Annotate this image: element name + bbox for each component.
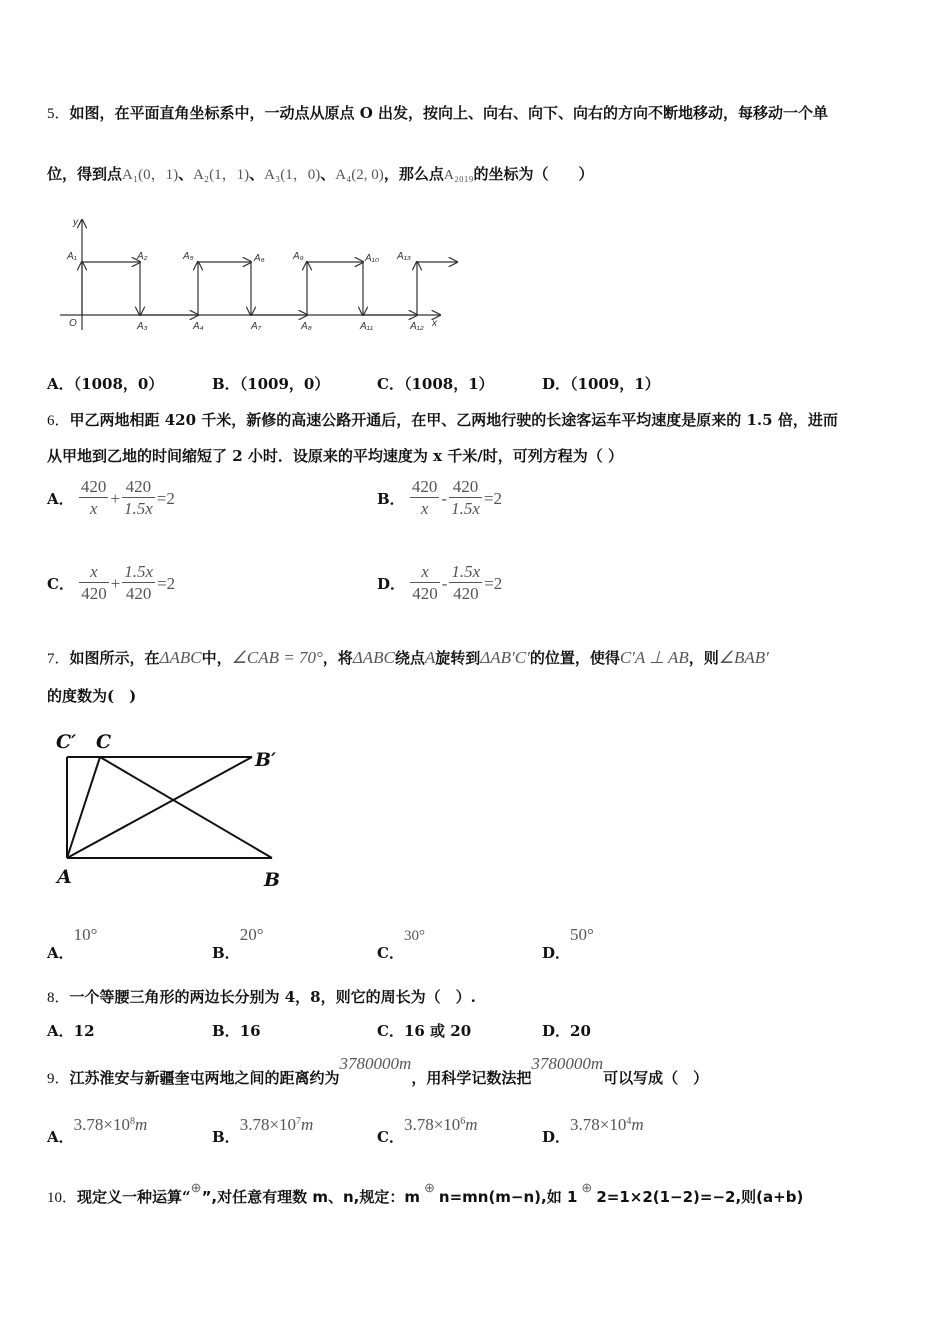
q6-d-den1: 420: [412, 584, 438, 603]
q9-option-d-exp: 4: [626, 1116, 632, 1127]
q5-label-A7: A₇: [251, 321, 262, 332]
q7-m2: ∠CAB = 70°: [231, 648, 323, 667]
q5-text-pre: 位，得到点: [47, 165, 123, 183]
q7-text-line2: 的度数为( ): [47, 687, 137, 705]
q7-m3: ΔABC: [352, 648, 395, 667]
q5-label-A1: A₁: [67, 251, 77, 262]
q5-option-a-text: （1008，0）: [73, 375, 164, 393]
q6-c-rhs: =2: [157, 573, 176, 593]
q7-label-a: A: [57, 866, 72, 888]
q7-option-a-letter: A．: [47, 944, 74, 962]
q6-option-d-letter: D．: [377, 575, 406, 593]
q10-number: 10．: [47, 1190, 78, 1206]
q5-x-label: x: [432, 318, 437, 329]
q6-a-frac2: [122, 477, 155, 520]
q6-d-frac1: [410, 562, 440, 605]
q6-option-d[interactable]: [377, 562, 504, 605]
q7-label-b: B: [264, 869, 281, 891]
q7-option-c[interactable]: [377, 924, 425, 960]
q6-b-den1: x: [420, 499, 429, 518]
q8-option-b[interactable]: [212, 1020, 261, 1041]
q6-line2: [47, 445, 623, 466]
q5-sep-2: 、: [249, 165, 265, 183]
q5-point-2: A₂(1，1): [193, 167, 250, 183]
q7-t2: 中，: [201, 649, 232, 667]
q7-option-d-letter: D．: [542, 944, 571, 962]
q6-d-num2: 1.5x: [451, 562, 481, 581]
q7-label-c-prime: C′: [56, 731, 77, 753]
q5-figure: [55, 215, 475, 340]
q5-label-A9: A₉: [293, 251, 304, 262]
q5-option-d-text: （1009，1）: [570, 375, 660, 393]
q9-option-d-letter: D．: [542, 1128, 571, 1146]
q9-option-d-unit: m: [631, 1115, 644, 1134]
q6-option-c-letter: C．: [47, 575, 74, 593]
q10-operator-symbol-3: ⊕: [581, 1180, 593, 1195]
q5-label-A12: A₁₂: [410, 321, 424, 332]
q6-b-num2: 420: [449, 477, 482, 498]
q5-line2: [47, 163, 593, 184]
q5-point-3: A₃(1，0): [264, 167, 321, 183]
q10-line1: [47, 1176, 803, 1210]
q6-option-a[interactable]: [47, 477, 177, 520]
q5-option-a[interactable]: [47, 373, 163, 394]
q5-point-1: A₁(0，1): [122, 167, 179, 183]
q5-sep-3: 、: [320, 165, 336, 183]
q9-option-a-base: 3.78×10: [73, 1115, 130, 1134]
q7-option-b-letter: B．: [212, 944, 240, 962]
q8-option-c-text: 16 或 20: [403, 1022, 472, 1040]
q5-text-post: 的坐标为（ ）: [473, 165, 594, 183]
q9-t2: ，用科学记数法把: [411, 1069, 532, 1087]
q8-option-c-letter: C．: [377, 1022, 404, 1040]
q8-option-b-text: 16: [239, 1022, 261, 1040]
q7-label-b-prime: B′: [255, 749, 277, 771]
q6-a-rhs: =2: [156, 488, 175, 508]
q8-text: 一个等腰三角形的两边长分别为 4，8，则它的周长为（ ）.: [69, 988, 476, 1006]
q7-option-b-text: 20°: [239, 925, 264, 944]
q7-m6: C′A ⊥ AB: [619, 648, 689, 667]
q6-c-frac2: [122, 562, 155, 605]
q7-line1: [47, 647, 769, 668]
q8-option-a[interactable]: [47, 1020, 95, 1041]
q5-option-d[interactable]: [542, 373, 660, 394]
q9-t1: 江苏淮安与新疆奎屯两地之间的距离约为: [69, 1069, 340, 1087]
q9-option-c[interactable]: [377, 1114, 478, 1146]
q5-option-c-text: （1008，1）: [403, 375, 494, 393]
q6-c-frac1: [79, 562, 109, 605]
q6-option-a-letter: A．: [47, 490, 74, 508]
q5-option-c-letter: C．: [377, 375, 404, 393]
q5-text-line1: 如图，在平面直角坐标系中，一动点从原点 O 出发，按向上、向右、向下、向右的方向不断地移动，每移动一个单: [69, 104, 829, 122]
q5-number: 5．: [47, 106, 70, 122]
q6-b-rhs: =2: [483, 488, 502, 508]
q5-option-b[interactable]: [212, 373, 329, 394]
q6-b-num1: 420: [411, 477, 438, 496]
q6-c-num2: 1.5x: [124, 562, 154, 581]
q9-option-d[interactable]: [542, 1114, 644, 1146]
q5-option-b-letter: B．: [212, 375, 240, 393]
q10-t4: 2=1×2(1−2)=−2,则(a+b): [596, 1188, 804, 1206]
q9-option-b-letter: B．: [212, 1128, 240, 1146]
q6-number: 6．: [47, 413, 70, 429]
q8-option-a-text: 12: [73, 1022, 95, 1040]
q9-option-a-unit: m: [134, 1115, 148, 1134]
q8-line1: [47, 986, 476, 1007]
q5-text-mid: ，那么点: [383, 165, 444, 183]
q5-line1: [47, 102, 828, 123]
q7-option-a[interactable]: [47, 924, 97, 960]
q5-label-A5: A₅: [183, 251, 194, 262]
q7-m1: ΔABC: [159, 648, 202, 667]
q5-target-point: A₂₀₁₉: [443, 168, 474, 183]
q6-b-op: -: [441, 488, 448, 508]
q5-y-label: y: [73, 217, 78, 228]
q10-t1: 现定义一种运算“: [77, 1188, 191, 1206]
q5-label-A4: A₄: [193, 321, 204, 332]
q7-option-d[interactable]: [542, 924, 594, 960]
q6-b-den2: 1.5x: [451, 499, 480, 518]
q6-text-line1: 甲乙两地相距 420 千米，新修的高速公路开通后，在甲、乙两地行驶的长途客运车平均速度是原来的 1.5 倍，进而: [69, 411, 838, 429]
q9-t3: 可以写成（ ）: [603, 1069, 709, 1087]
q9-option-a[interactable]: [47, 1114, 148, 1146]
q8-option-d-text: 20: [570, 1022, 591, 1040]
q5-label-A3: A₃: [137, 321, 148, 332]
q10-t3: n=mn(m−n),如 1: [438, 1188, 578, 1206]
q9-number: 9．: [47, 1071, 70, 1087]
q8-option-c[interactable]: [377, 1020, 471, 1041]
q5-label-A11: A₁₁: [360, 321, 373, 332]
q5-option-b-text: （1009，0）: [239, 375, 330, 393]
q6-c-num1: x: [79, 562, 109, 583]
q6-a-num1: 420: [80, 477, 107, 496]
q8-number: 8．: [47, 990, 70, 1006]
q6-a-frac1: [79, 477, 109, 520]
q9-option-b-unit: m: [301, 1115, 314, 1134]
q9-option-a-exp: 8: [129, 1116, 135, 1127]
q5-label-A8: A₈: [301, 321, 312, 332]
q6-c-den1: 420: [81, 584, 107, 603]
q7-t1: 如图所示，在: [69, 649, 160, 667]
q6-b-frac1: [410, 477, 440, 520]
q9-option-c-letter: C．: [377, 1128, 404, 1146]
q7-m5: ΔAB′C′: [480, 648, 530, 667]
q9-line1: [47, 1053, 708, 1087]
q7-line2: [47, 685, 136, 706]
q9-option-c-unit: m: [465, 1115, 478, 1134]
q6-a-den2: 1.5x: [123, 499, 153, 518]
q6-d-den2: 420: [453, 584, 479, 603]
q7-t5: 旋转到: [435, 649, 481, 667]
q7-m4: A: [424, 648, 436, 667]
q6-option-b[interactable]: [377, 477, 504, 520]
q5-label-A2: A₂: [137, 251, 148, 262]
q8-option-a-letter: A．: [47, 1022, 74, 1040]
q8-option-d-letter: D．: [542, 1022, 571, 1040]
q6-b-frac2: [449, 477, 482, 520]
q7-t3: ，将: [322, 649, 353, 667]
q6-a-op: +: [110, 488, 120, 508]
q7-t7: ，则: [688, 649, 719, 667]
q9-m1: 3780000m: [339, 1054, 412, 1073]
q9-option-c-base: 3.78×10: [403, 1115, 461, 1134]
q6-d-num1: x: [410, 562, 440, 583]
q6-d-op: -: [441, 573, 448, 593]
q7-option-d-text: 50°: [570, 925, 594, 944]
q7-option-c-text: 30°: [403, 928, 425, 944]
q5-point-4: A₄(2, 0): [335, 167, 384, 183]
q5-label-A10: A₁₀: [365, 253, 380, 264]
q9-option-b[interactable]: [212, 1114, 314, 1146]
q6-d-frac2: [449, 562, 482, 605]
q9-option-a-letter: A．: [47, 1128, 74, 1146]
q7-m7: ∠BAB′: [718, 648, 769, 667]
q7-number: 7．: [47, 651, 70, 667]
q5-option-d-letter: D．: [542, 375, 571, 393]
q9-option-c-exp: 6: [460, 1116, 466, 1127]
q6-option-b-letter: B．: [377, 490, 405, 508]
q6-line1: [47, 409, 838, 430]
q7-option-c-letter: C．: [377, 944, 404, 962]
q10-operator-symbol-2: ⊕: [423, 1180, 435, 1195]
q7-option-a-text: 10°: [73, 925, 98, 944]
q6-option-c[interactable]: [47, 562, 177, 605]
q7-option-b[interactable]: [212, 924, 264, 960]
q7-t6: 的位置，使得: [529, 649, 620, 667]
q10-t2: ”,对任意有理数 m、n,规定：m: [201, 1188, 420, 1206]
q10-operator-symbol-1: ⊕: [190, 1180, 202, 1195]
q7-label-c: C: [96, 731, 112, 753]
q6-a-num2: 420: [122, 477, 155, 498]
q7-figure: [50, 726, 290, 892]
q8-option-d[interactable]: [542, 1020, 591, 1041]
q8-option-b-letter: B．: [212, 1022, 240, 1040]
q6-c-den2: 420: [125, 584, 152, 603]
q7-t4: 绕点: [394, 649, 425, 667]
q5-label-A6: A₆: [254, 253, 265, 264]
q9-m2: 3780000m: [531, 1054, 604, 1073]
q9-option-d-base: 3.78×10: [570, 1115, 627, 1134]
q6-text-line2: 从甲地到乙地的时间缩短了 2 小时．设原来的平均速度为 x 千米/时，可列方程为（ ）: [47, 447, 623, 465]
q5-option-c[interactable]: [377, 373, 494, 394]
q9-option-b-exp: 7: [296, 1116, 302, 1127]
q6-c-op: +: [110, 573, 121, 593]
q6-d-rhs: =2: [484, 573, 503, 593]
q5-label-A13: A₁₃: [397, 251, 411, 262]
q5-sep-1: 、: [178, 165, 194, 183]
q5-option-a-letter: A．: [47, 375, 74, 393]
q6-a-den1: x: [89, 499, 98, 518]
q9-option-b-base: 3.78×10: [239, 1115, 297, 1134]
q5-origin-label: O: [69, 318, 77, 329]
